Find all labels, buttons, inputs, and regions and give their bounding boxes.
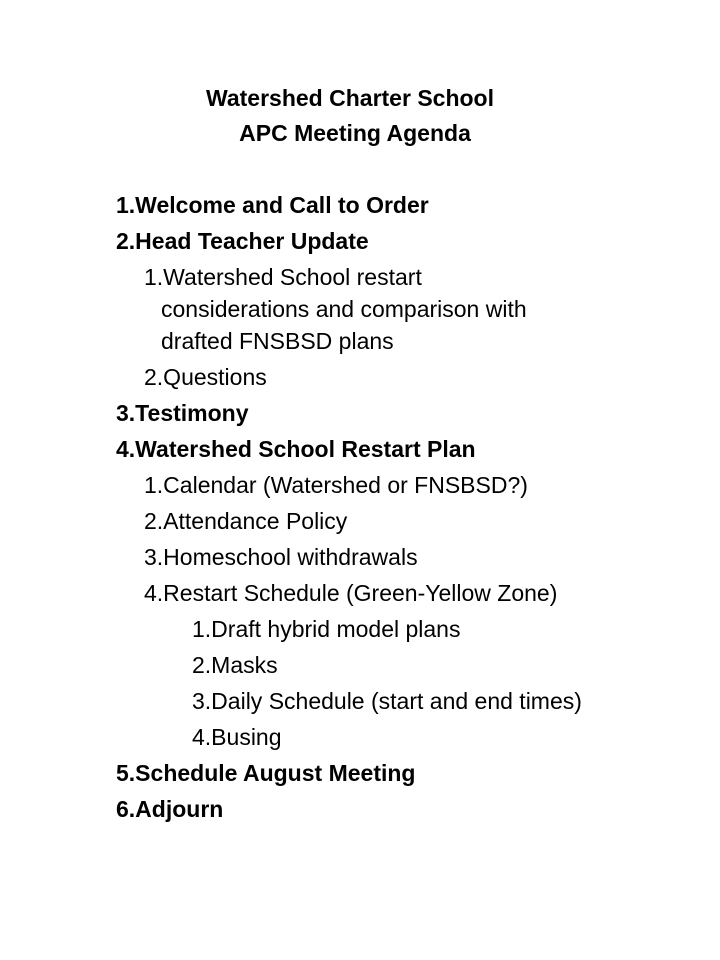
document-subtitle: APC Meeting Agenda xyxy=(239,120,471,146)
agenda-subitem-homeschool-withdrawals: 3.Homeschool withdrawals xyxy=(144,544,418,570)
agenda-subsubitem-masks: 2.Masks xyxy=(192,652,278,678)
agenda-subitem-attendance-policy: 2.Attendance Policy xyxy=(144,508,348,534)
agenda-subitem-restart-schedule: 4.Restart Schedule (Green-Yellow Zone) xyxy=(144,580,558,606)
agenda-subitem-restart-considerations: 1.Watershed School restart xyxy=(144,264,422,290)
agenda-item-schedule-august-meeting: 5.Schedule August Meeting xyxy=(116,760,416,786)
agenda-item-head-teacher-update: 2.Head Teacher Update xyxy=(116,228,369,254)
agenda-subsubitem-hybrid-model-plans: 1.Draft hybrid model plans xyxy=(192,616,461,642)
agenda-item-welcome: 1.Welcome and Call to Order xyxy=(116,192,429,218)
agenda-subitem-questions: 2.Questions xyxy=(144,364,267,390)
agenda-item-testimony: 3.Testimony xyxy=(116,400,249,426)
agenda-item-restart-plan: 4.Watershed School Restart Plan xyxy=(116,436,476,462)
agenda-subitem-calendar: 1.Calendar (Watershed or FNSBSD?) xyxy=(144,472,528,498)
document-title: Watershed Charter School xyxy=(206,85,494,111)
agenda-subitem-restart-considerations-line-3: drafted FNSBSD plans xyxy=(161,328,394,354)
agenda-item-adjourn: 6.Adjourn xyxy=(116,796,224,822)
agenda-subsubitem-daily-schedule: 3.Daily Schedule (start and end times) xyxy=(192,688,582,714)
agenda-subsubitem-busing: 4.Busing xyxy=(192,724,282,750)
agenda-subitem-restart-considerations-line-2: considerations and comparison with xyxy=(161,296,527,322)
